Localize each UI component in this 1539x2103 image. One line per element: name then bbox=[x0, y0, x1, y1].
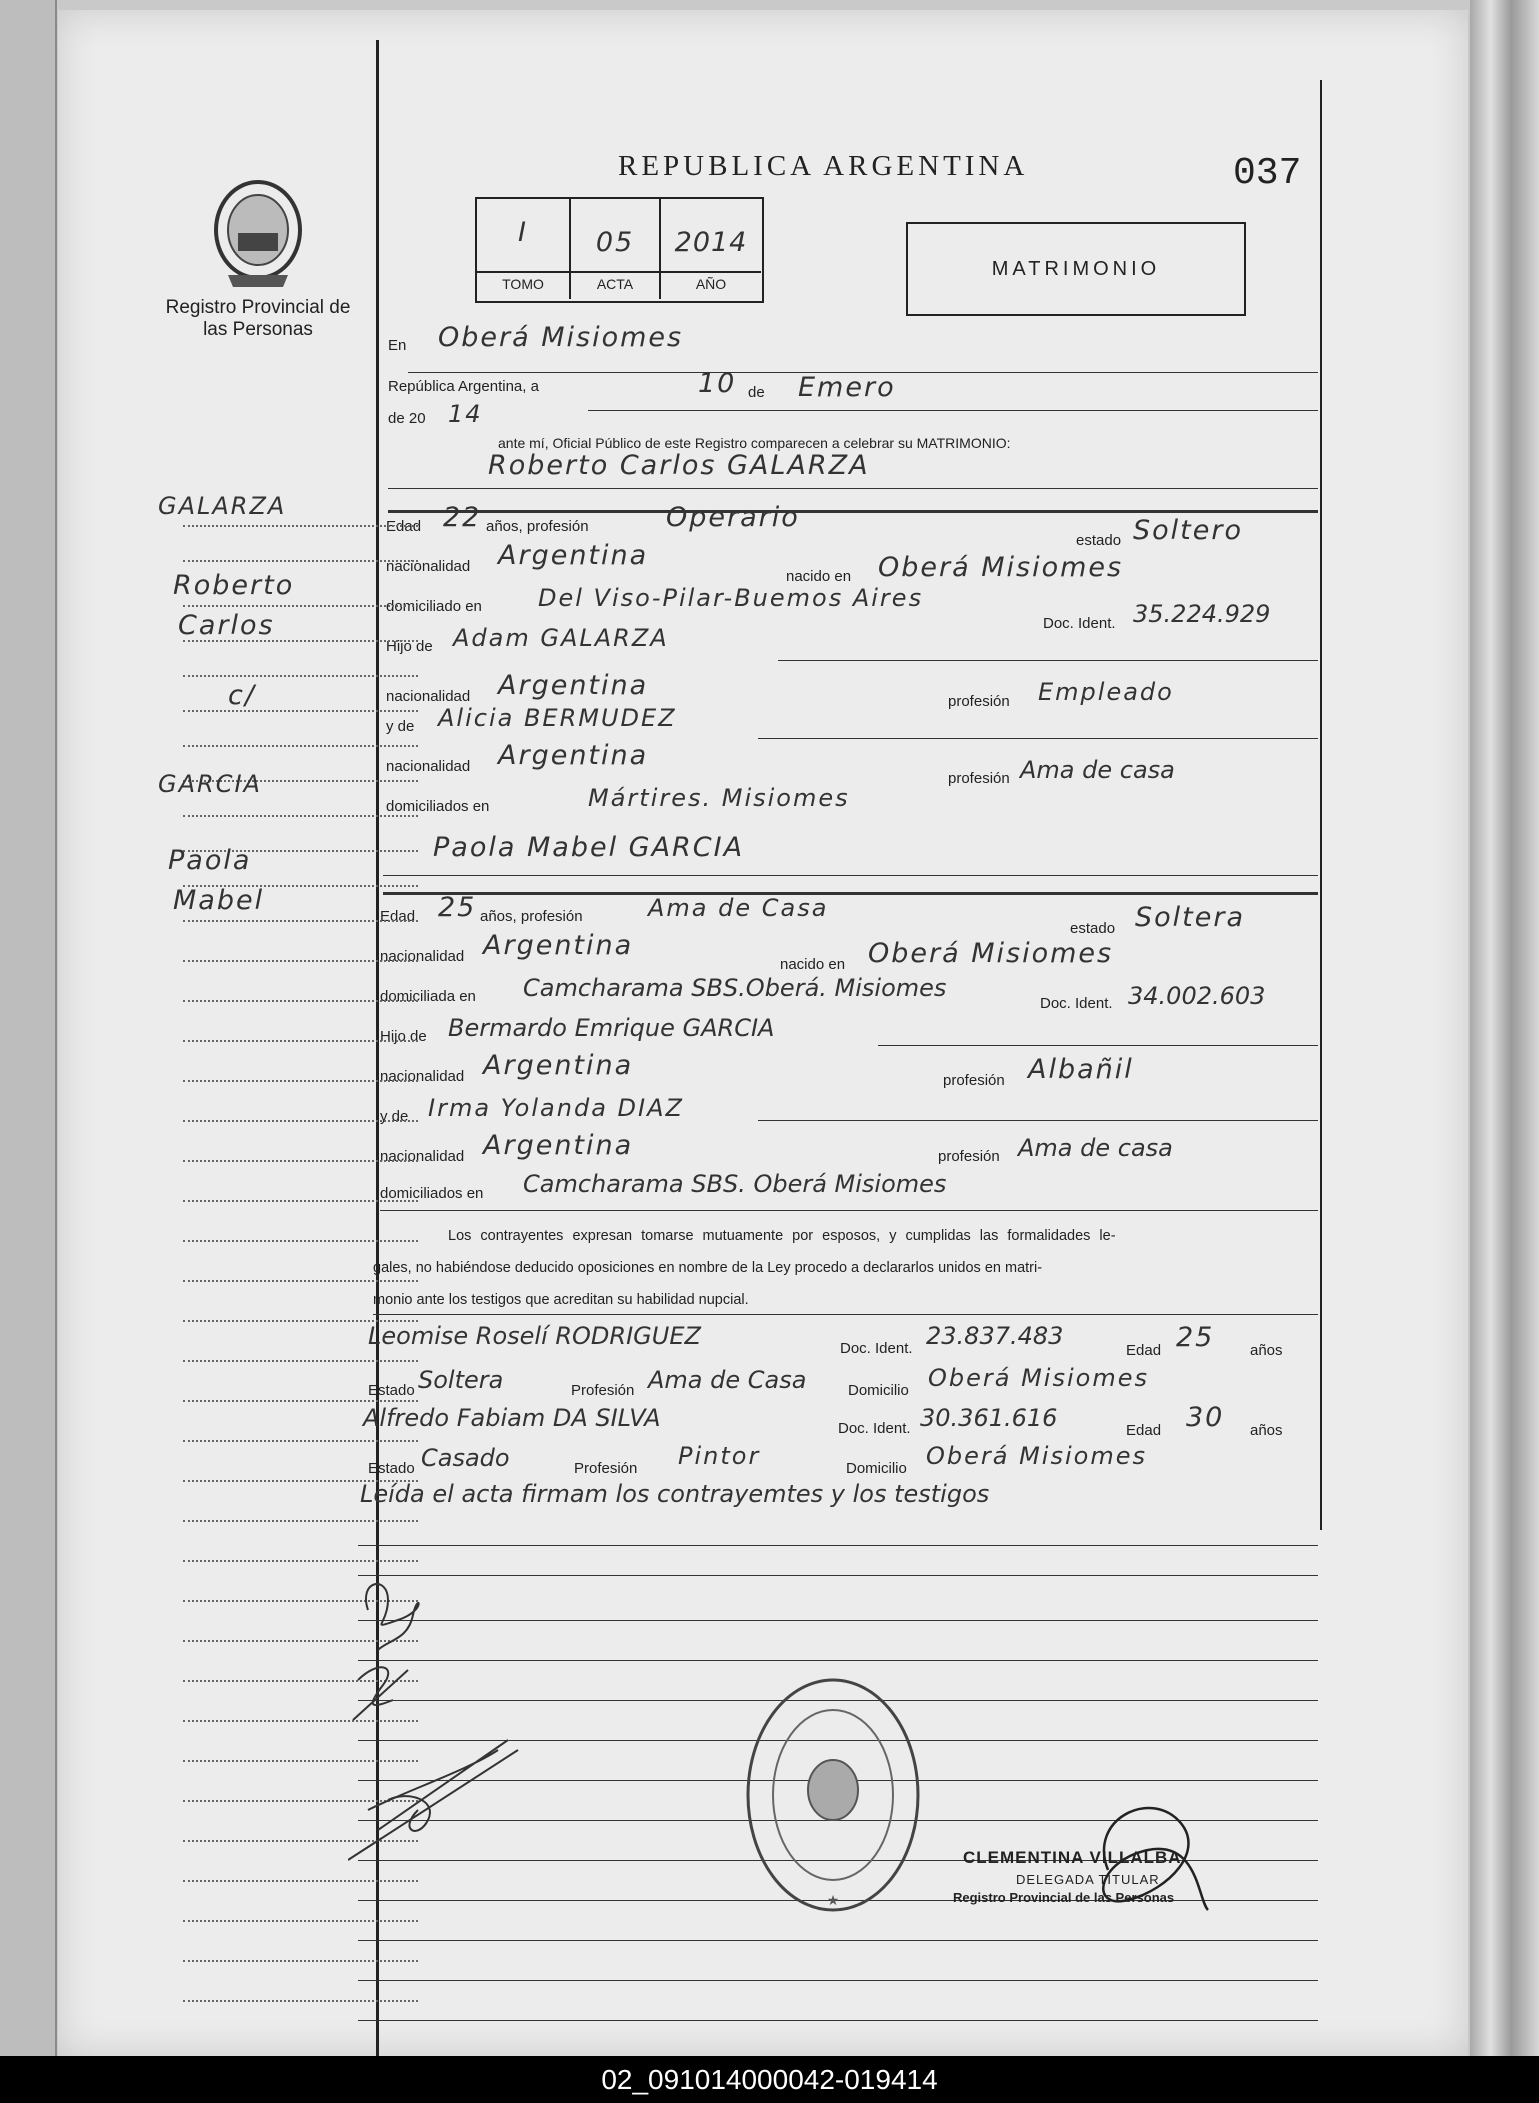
year-suffix: 14 bbox=[448, 400, 483, 428]
groom-mother: Alicia BERMUDEZ bbox=[438, 704, 677, 732]
witness-2-edad: 30 bbox=[1186, 1402, 1225, 1433]
witness-2-edad-label: Edad bbox=[1126, 1422, 1162, 1439]
groom-father-nat: Argentina bbox=[498, 670, 649, 701]
declaration-line-2: gales, no habiéndose deducido oposiciones en nombre de la Ley procedo a declararlos unidos en matri- bbox=[373, 1260, 1043, 1276]
groom-father-prof: Empleado bbox=[1038, 678, 1174, 706]
bride-parents-dom: Camcharama SBS. Oberá Misiomes bbox=[523, 1170, 947, 1198]
bride-mother: Irma Yolanda DIAZ bbox=[428, 1094, 684, 1122]
witness-2-doc: 30.361.616 bbox=[920, 1404, 1058, 1432]
groom-parents-dom: Mártires. Misiomes bbox=[588, 784, 850, 812]
bride-father-prof-label: profesión bbox=[943, 1072, 1005, 1089]
groom-mother-nat-label: nacionalidad bbox=[386, 758, 471, 775]
bride-mother-nat: Argentina bbox=[483, 1130, 634, 1161]
witness-2-doc-label: Doc. Ident. bbox=[838, 1420, 911, 1437]
month-value: Emero bbox=[798, 372, 896, 403]
official-title: DELEGADA TITULAR bbox=[1016, 1872, 1160, 1887]
margin-surname-2: GARCIA bbox=[158, 770, 262, 798]
witness-1-edad: 25 bbox=[1176, 1322, 1215, 1353]
bride-father-nat: Argentina bbox=[483, 1050, 634, 1081]
margin-given-2a: Paola bbox=[168, 845, 252, 876]
witness-1-profession: Ama de Casa bbox=[648, 1366, 807, 1394]
groom-father-prof-label: profesión bbox=[948, 693, 1010, 710]
bride-father-prof: Albañil bbox=[1028, 1054, 1134, 1085]
bride-domicile: Camcharama SBS.Oberá. Misiomes bbox=[523, 974, 947, 1002]
witness-1-dom-label: Domicilio bbox=[848, 1382, 909, 1399]
record-id-box bbox=[475, 197, 764, 303]
groom-dom-label: domiciliado en bbox=[386, 598, 482, 615]
bride-nac-label: nacionalidad bbox=[380, 948, 465, 965]
groom-doc-label: Doc. Ident. bbox=[1043, 615, 1116, 632]
footer-code: 02_091014000042-019414 bbox=[0, 2056, 1539, 2103]
left-page-edge bbox=[0, 0, 57, 2056]
anio-label: AÑO bbox=[661, 271, 761, 292]
witness-2-estado-label: Estado bbox=[368, 1460, 415, 1477]
tomo-label: TOMO bbox=[477, 271, 569, 292]
witness-2-name: Alfredo Fabiam DA SILVA bbox=[363, 1404, 661, 1432]
groom-birthplace: Oberá Misiomes bbox=[878, 552, 1124, 583]
intro-text: ante mí, Oficial Público de este Registro comparecen a celebrar su MATRIMONIO: bbox=[498, 435, 1011, 451]
groom-nationality: Argentina bbox=[498, 540, 649, 571]
groom-nacido-label: nacido en bbox=[786, 568, 852, 585]
bride-father: Bermardo Emrique GARCIA bbox=[448, 1014, 775, 1042]
bride-mother-label: y de bbox=[380, 1108, 409, 1125]
official-name: CLEMENTINA VILLALBA bbox=[963, 1848, 1182, 1867]
witness-2-dom-label: Domicilio bbox=[846, 1460, 907, 1477]
bride-estado-label: estado bbox=[1070, 920, 1116, 937]
page-number: 037 bbox=[1233, 152, 1302, 195]
bride-edad-label: Edad bbox=[380, 908, 416, 925]
bride-anos-prof-label: años, profesión bbox=[480, 908, 583, 925]
groom-edad: 22 bbox=[443, 502, 482, 533]
bride-full-name: Paola Mabel GARCIA bbox=[433, 832, 745, 863]
bride-nacido-label: nacido en bbox=[780, 956, 846, 973]
bride-parents-dom-label: domiciliados en bbox=[380, 1185, 484, 1202]
book-edge bbox=[1470, 0, 1539, 2056]
declaration-line-1: Los contrayentes expresan tomarse mutuamente por esposos, y cumplidas las formalidades le- bbox=[448, 1228, 1116, 1244]
groom-mother-prof: Ama de casa bbox=[1020, 756, 1175, 784]
margin-given-2b: Mabel bbox=[173, 885, 265, 916]
svg-text:★: ★ bbox=[826, 1893, 840, 1909]
groom-estado: Soltero bbox=[1133, 515, 1243, 546]
groom-mother-prof-label: profesión bbox=[948, 770, 1010, 787]
acta-value: 05 bbox=[595, 227, 635, 258]
groom-father-label: Hijo de bbox=[386, 638, 433, 655]
witness-1-doc: 23.837.483 bbox=[926, 1322, 1064, 1350]
closing-statement: Leída el acta firmam los contrayemtes y los testigos bbox=[360, 1480, 990, 1508]
bride-father-nat-label: nacionalidad bbox=[380, 1068, 465, 1085]
witness-2-domicile: Oberá Misiomes bbox=[926, 1442, 1147, 1470]
witness-1-estado-label: Estado bbox=[368, 1382, 415, 1399]
groom-father: Adam GALARZA bbox=[453, 624, 669, 652]
groom-profession: Operario bbox=[666, 502, 800, 533]
groom-mother-nat: Argentina bbox=[498, 740, 649, 771]
bride-estado: Soltera bbox=[1135, 902, 1246, 933]
bride-mother-prof: Ama de casa bbox=[1018, 1134, 1173, 1162]
groom-full-name: Roberto Carlos GALARZA bbox=[488, 450, 870, 481]
groom-domicile: Del Viso-Pilar-Buemos Aires bbox=[538, 584, 924, 612]
margin-surname-1: GALARZA bbox=[158, 492, 287, 520]
acta-label: ACTA bbox=[571, 271, 659, 292]
groom-nac-label: nacionalidad bbox=[386, 558, 471, 575]
bride-doc: 34.002.603 bbox=[1128, 982, 1266, 1010]
groom-estado-label: estado bbox=[1076, 532, 1122, 549]
official-office: Registro Provincial de las Personas bbox=[953, 1890, 1175, 1905]
republica-label: República Argentina, a bbox=[388, 378, 539, 395]
de20-label: de 20 bbox=[388, 410, 426, 427]
witness-2-estado: Casado bbox=[421, 1444, 510, 1472]
groom-edad-label: Edad bbox=[386, 518, 422, 535]
de-label: de bbox=[748, 384, 765, 401]
record-type-box: MATRIMONIO bbox=[906, 222, 1246, 316]
signatures-icon bbox=[348, 1570, 668, 1890]
witness-2-prof-label: Profesión bbox=[574, 1460, 638, 1477]
tomo-value: I bbox=[518, 217, 528, 248]
register-sheet bbox=[58, 10, 1468, 2056]
witness-1-name: Leomise Roselí RODRIGUEZ bbox=[368, 1322, 701, 1350]
country-title: REPUBLICA ARGENTINA bbox=[618, 150, 1029, 182]
bride-profession: Ama de Casa bbox=[648, 894, 829, 922]
margin-given-1b: Carlos bbox=[178, 610, 275, 641]
bride-dom-label: domiciliada en bbox=[380, 988, 476, 1005]
anio-value: 2014 bbox=[674, 227, 748, 258]
official-seal-icon bbox=[738, 1670, 928, 1920]
witness-1-prof-label: Profesión bbox=[571, 1382, 635, 1399]
bride-birthplace: Oberá Misiomes bbox=[868, 938, 1114, 969]
groom-doc: 35.224.929 bbox=[1133, 600, 1271, 628]
bride-father-label: Hijo de bbox=[380, 1028, 427, 1045]
witness-2-profession: Pintor bbox=[678, 1442, 761, 1470]
witness-1-edad-label: Edad bbox=[1126, 1342, 1162, 1359]
margin-conj: c/ bbox=[228, 680, 256, 711]
witness-1-anos-label: años bbox=[1250, 1342, 1283, 1359]
day-value: 10 bbox=[698, 368, 737, 399]
groom-anos-prof-label: años, profesión bbox=[486, 518, 589, 535]
witness-1-domicile: Oberá Misiomes bbox=[928, 1364, 1149, 1392]
bride-mother-nat-label: nacionalidad bbox=[380, 1148, 465, 1165]
place-value: Oberá Misiomes bbox=[438, 322, 684, 353]
registry-emblem-icon bbox=[203, 175, 313, 295]
bride-mother-prof-label: profesión bbox=[938, 1148, 1000, 1165]
margin-given-1a: Roberto bbox=[173, 570, 295, 601]
en-label: En bbox=[388, 337, 407, 354]
bride-edad: 25 bbox=[438, 892, 477, 923]
groom-mother-label: y de bbox=[386, 718, 415, 735]
witness-2-anos-label: años bbox=[1250, 1422, 1283, 1439]
groom-parents-dom-label: domiciliados en bbox=[386, 798, 490, 815]
witness-1-doc-label: Doc. Ident. bbox=[840, 1340, 913, 1357]
witness-1-estado: Soltera bbox=[418, 1366, 504, 1394]
registry-name: Registro Provincial de las Personas bbox=[165, 297, 351, 340]
bride-doc-label: Doc. Ident. bbox=[1040, 995, 1113, 1012]
bride-nationality: Argentina bbox=[483, 930, 634, 961]
groom-father-nat-label: nacionalidad bbox=[386, 688, 471, 705]
declaration-line-3: monio ante los testigos que acreditan su habilidad nupcial. bbox=[373, 1292, 749, 1308]
